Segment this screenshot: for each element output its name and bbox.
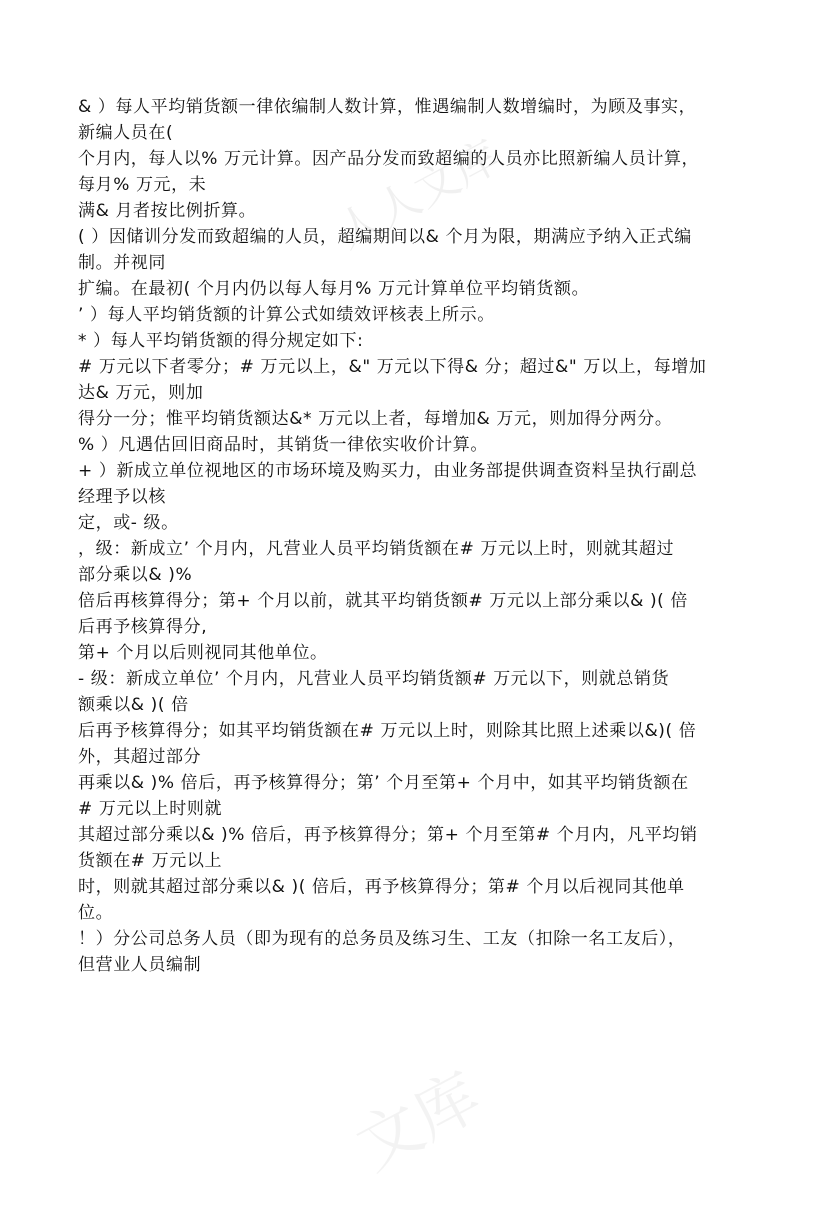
document-line: 再乘以& )% 倍后，再予核算得分；第’ 个月至第+ 个月中，如其平均销货额在: [78, 773, 689, 793]
document-line: 第+ 个月以后则视同其他单位。: [78, 643, 328, 663]
document-line: % ）凡遇估回旧商品时，其销货一律依实收价计算。: [78, 435, 488, 455]
document-line: ，级：新成立’ 个月内，凡营业人员平均销货额在# 万元以上时，则就其超过: [78, 539, 675, 559]
document-line: 但营业人员编制: [78, 955, 202, 975]
document-line: ’ ）每人平均销货额的计算公式如绩效评核表上所示。: [78, 305, 495, 325]
document-line: 经理予以核: [78, 487, 166, 507]
document-line: 制。并视同: [78, 253, 166, 273]
document-line: 后再予核算得分,: [78, 617, 208, 637]
document-line: 部分乘以& )%: [78, 565, 193, 585]
document-line: ( ）因储训分发而致超编的人员，超编期间以& 个月为限，期满应予纳入正式编: [78, 227, 692, 247]
watermark-top-text: 人人文库: [328, 131, 508, 259]
document-line: 位。: [78, 903, 114, 923]
document-line: # 万元以下者零分；# 万元以上，&" 万元以下得& 分；超过&" 万以上，每增加: [78, 357, 707, 377]
document-line: 得分一分；惟平均销货额达&* 万元以上者，每增加& 万元，则加得分两分。: [78, 409, 673, 429]
document-line: 每月% 万元，未: [78, 175, 207, 195]
document-line: # 万元以上时则就: [78, 799, 223, 819]
document-line: 达& 万元，则加: [78, 383, 204, 403]
watermark-bottom-text: 文库: [344, 1059, 493, 1185]
document-line: 定，或- 级。: [78, 513, 179, 533]
document-line: 货额在# 万元以上: [78, 851, 223, 871]
document-line: 扩编。在最初( 个月内仍以每人每月% 万元计算单位平均销货额。: [78, 279, 590, 299]
watermark-logo-bottom: [307, 986, 593, 1214]
document-line: ！）分公司总务人员（即为现有的总务员及练习生、工友（扣除一名工友后），: [78, 929, 686, 949]
document-line: 个月内，每人以% 万元计算。因产品分发而致超编的人员亦比照新编人员计算，: [78, 149, 700, 169]
document-line: * ）每人平均销货额的得分规定如下:: [78, 331, 364, 351]
document-line: 其超过部分乘以& )% 倍后，再予核算得分；第+ 个月至第# 个月内，凡平均销: [78, 825, 698, 845]
document-line: - 级：新成立单位’ 个月内，凡营业人员平均销货额# 万元以下，则就总销货: [78, 669, 670, 689]
document-line: 时，则就其超过部分乘以& )( 倍后，再予核算得分；第# 个月以后视同其他单: [78, 877, 685, 897]
document-line: + ）新成立单位视地区的市场环境及购买力，由业务部提供调查资料呈执行副总: [78, 461, 698, 481]
document-line: 倍后再核算得分；第+ 个月以前，就其平均销货额# 万元以上部分乘以& )( 倍: [78, 591, 689, 611]
document-line: 满& 月者按比例折算。: [78, 201, 257, 221]
document-line: 外，其超过部分: [78, 747, 202, 767]
document-line: & ）每人平均销货额一律依编制人数计算，惟遇编制人数增编时，为顾及事实，: [78, 97, 697, 117]
document-line: 新编人员在(: [78, 123, 174, 143]
document-line: 后再予核算得分；如其平均销货额在# 万元以上时，则除其比照上述乘以&)( 倍: [78, 721, 697, 741]
document-line: 额乘以& )( 倍: [78, 695, 189, 715]
document-body: [78, 94, 768, 978]
